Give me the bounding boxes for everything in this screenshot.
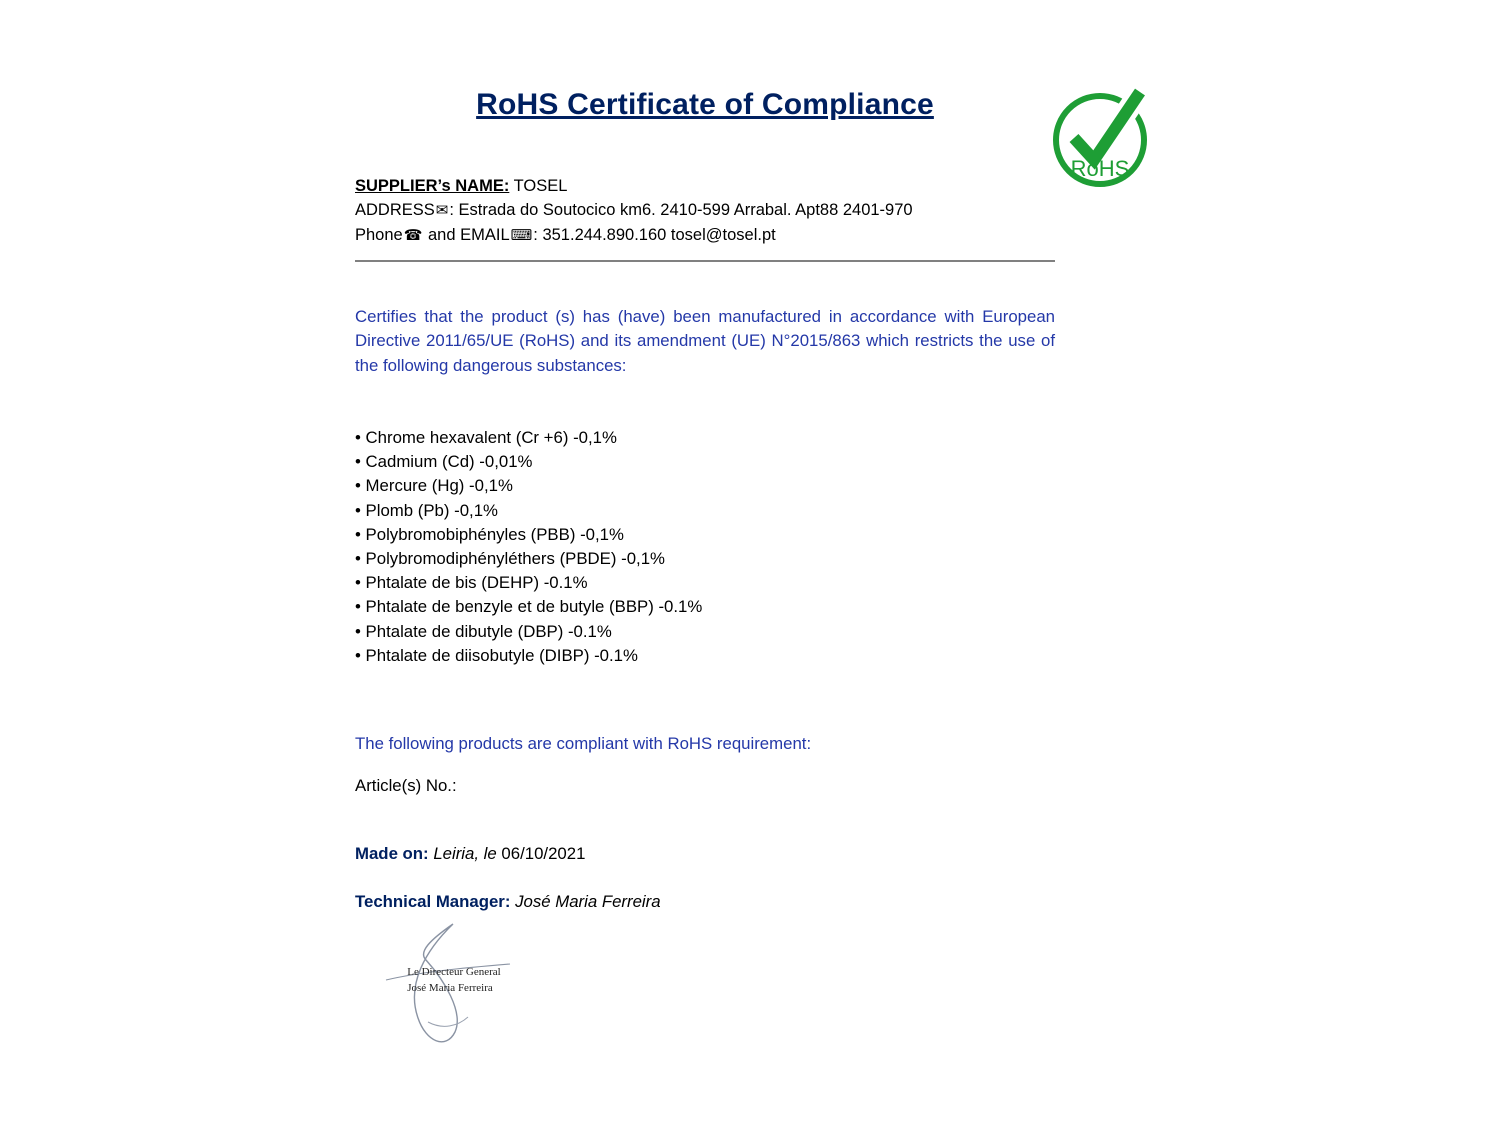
article-number-line: Article(s) No.: [355,776,457,795]
list-item: • Mercure (Hg) -0,1% [355,474,702,498]
list-item: • Chrome hexavalent (Cr +6) -0,1% [355,426,702,450]
rohs-check-icon [1050,80,1150,192]
signature-title-line: Le Directeur General [407,966,501,978]
supplier-name-line [355,174,1065,198]
phone-icon: ☎ [403,227,423,244]
email-label: and EMAIL [423,226,510,244]
made-on-label: Made on: [355,844,429,863]
supplier-address-line [355,198,1065,223]
list-item: • Polybromodiphényléthers (PBDE) -0,1% [355,547,702,571]
page-title: RoHS Certificate of Compliance [476,88,934,121]
made-on-place: Leiria, le [428,844,502,863]
signature-block [358,922,538,1057]
list-item: • Plomb (Pb) -0,1% [355,499,702,523]
technical-manager-line [355,892,661,912]
phone-label: Phone [355,226,403,244]
compliance-statement: The following products are compliant with RoHS requirement: [355,734,812,753]
envelope-icon: ✉ [435,202,449,219]
contact-value: : 351.244.890.160 tosel@tosel.pt [533,226,776,244]
signature-image [358,922,538,1052]
list-item: • Cadmium (Cd) -0,01% [355,450,702,474]
list-item: • Phtalate de bis (DEHP) -0.1% [355,571,702,595]
list-item: • Phtalate de dibutyle (DBP) -0.1% [355,620,702,644]
list-item: • Phtalate de benzyle et de butyle (BBP) -0.1% [355,595,702,619]
supplier-info [355,174,1065,248]
manager-label: Technical Manager: [355,892,511,911]
horizontal-divider [355,260,1055,262]
rohs-logo [1050,80,1150,197]
supplier-contact-line [355,223,1065,248]
address-value: : Estrada do Soutocico km6. 2410-599 Arrabal. Apt88 2401-970 [449,201,913,219]
computer-icon: ⌨ [510,227,533,244]
list-item: • Polybromobiphényles (PBB) -0,1% [355,523,702,547]
manager-value: José Maria Ferreira [510,892,661,911]
substances-list [355,426,702,668]
supplier-name-value: TOSEL [509,177,568,195]
rohs-logo-label: RoHS [1070,156,1130,181]
address-label: ADDRESS [355,201,435,219]
signature-name-line: José Maria Ferreira [407,982,493,994]
supplier-name-label: SUPPLIER’s NAME: [355,177,510,195]
made-on-date: 06/10/2021 [501,844,586,863]
certification-paragraph: Certifies that the product (s) has (have) been manufactured in accordance with European Directive 2011/65/UE (RoHS) and its amendment (UE) N°2015/863 which restricts the use of the following dangerous substances: [355,307,1055,375]
made-on-line [355,844,585,864]
list-item: • Phtalate de diisobutyle (DIBP) -0.1% [355,644,702,668]
